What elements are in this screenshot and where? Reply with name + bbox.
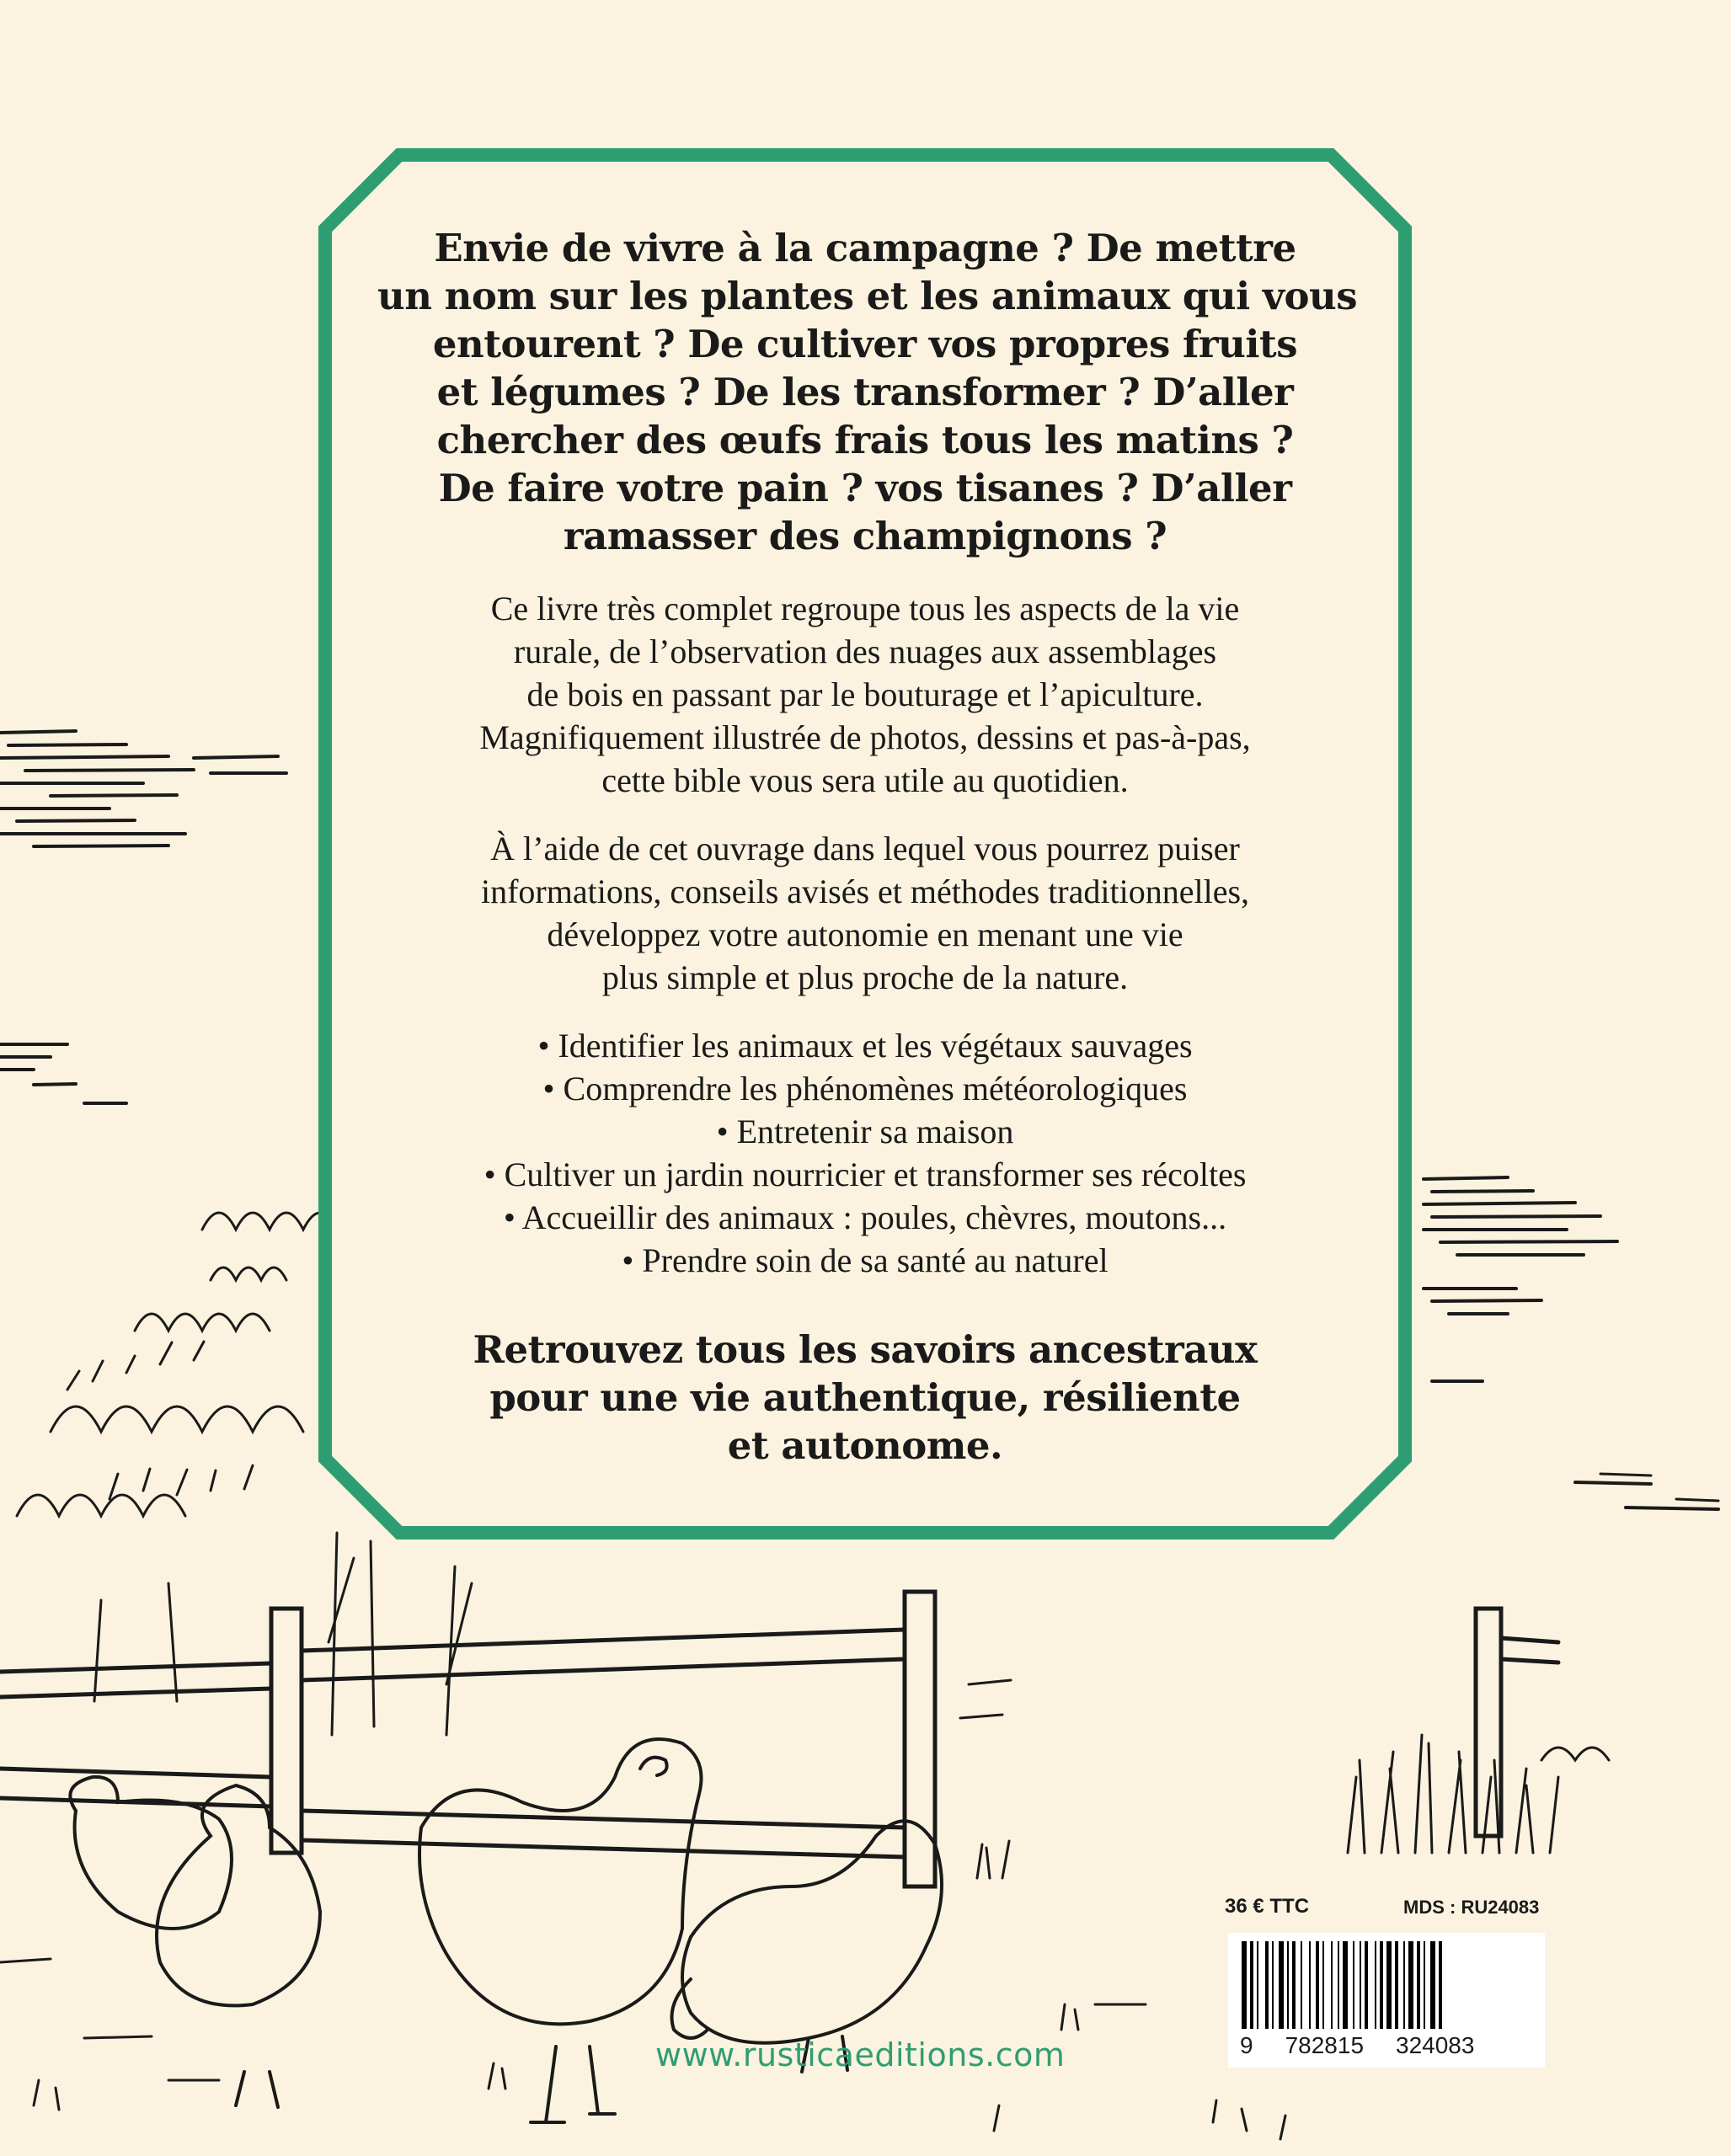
intro-heading	[377, 224, 1358, 560]
barcode-bar	[1386, 1941, 1392, 2029]
panel-content	[377, 224, 1358, 1470]
barcode-bar	[1272, 1941, 1274, 2029]
barcode-bar	[1301, 1941, 1302, 2029]
para-line: plus simple et plus proche de la nature.	[601, 958, 1129, 996]
para-line: À l’aide de cet ouvrage dans lequel vous pourrez puiser	[490, 830, 1240, 867]
outro-line: pour une vie authentique, résiliente	[489, 1375, 1241, 1420]
barcode-bar	[1338, 1941, 1339, 2029]
para-line: développez votre autonomie en menant une vie	[547, 915, 1183, 953]
description-paragraph-1	[377, 587, 1353, 802]
intro-line: entourent ? De cultiver vos propres fruits	[432, 322, 1298, 366]
text-panel	[318, 148, 1412, 1540]
price-label: 36 € TTC	[1225, 1895, 1310, 1918]
barcode-bar	[1430, 1941, 1435, 2029]
para-line: informations, conseils avisés et méthodes traditionnelles,	[480, 873, 1250, 910]
barcode-bar	[1322, 1941, 1324, 2029]
barcode-bar	[1395, 1941, 1398, 2029]
barcode-digit-group: 324083	[1396, 2032, 1475, 2058]
intro-line: ramasser des champignons ?	[563, 514, 1167, 558]
barcode-digit-group: 782815	[1285, 2032, 1365, 2058]
barcode-bar	[1309, 1941, 1311, 2029]
intro-line: chercher des œufs frais tous les matins ?	[436, 418, 1294, 462]
list-item: • Comprendre les phénomènes météorologiques	[542, 1070, 1188, 1107]
barcode-bar	[1417, 1941, 1420, 2029]
list-item: • Entretenir sa maison	[716, 1113, 1014, 1150]
barcode-bar	[1353, 1941, 1354, 2029]
fence	[0, 1592, 1558, 1886]
barcode-bar	[1360, 1941, 1361, 2029]
para-line: de bois en passant par le bouturage et l’apiculture.	[526, 675, 1204, 713]
list-item: • Identifier les animaux et les végétaux sauvages	[537, 1027, 1193, 1065]
barcode-digit-group: 9	[1240, 2032, 1253, 2058]
description-paragraph-2	[377, 827, 1353, 999]
closing-statement	[377, 1326, 1353, 1470]
barcode-bar	[1279, 1941, 1284, 2029]
barcode-bar	[1250, 1941, 1253, 2029]
para-line: Ce livre très complet regroupe tous les aspects de la vie	[490, 590, 1240, 627]
barcode-bar	[1316, 1941, 1319, 2029]
cloud-hatching-left	[0, 731, 286, 1103]
isbn-barcode	[1228, 1933, 1545, 2068]
barcode-digits	[1240, 2032, 1535, 2059]
intro-line: et légumes ? De les transformer ? D’aller	[436, 370, 1294, 414]
barcode-bar	[1242, 1941, 1247, 2029]
barcode-bar	[1287, 1941, 1289, 2029]
list-item: • Cultiver un jardin nourricier et transformer ses récoltes	[484, 1155, 1247, 1193]
mds-code: MDS : RU24083	[1403, 1897, 1540, 1918]
barcode-bar	[1424, 1941, 1425, 2029]
barcode-bar	[1439, 1941, 1442, 2029]
list-item: • Accueillir des animaux : poules, chèvres, moutons...	[503, 1198, 1227, 1236]
barcode-bar	[1403, 1941, 1405, 2029]
barcode-bar	[1331, 1941, 1333, 2029]
barcode-bar	[1257, 1941, 1258, 2029]
barcode-bars	[1240, 1941, 1535, 2032]
barcode-bar	[1375, 1941, 1376, 2029]
barcode-bar	[1343, 1941, 1348, 2029]
intro-line: De faire votre pain ? vos tisanes ? D’aller	[438, 466, 1292, 510]
para-line: rurale, de l’observation des nuages aux assemblages	[513, 632, 1217, 670]
cloud-hatching-right	[1424, 1177, 1718, 1509]
para-line: cette bible vous sera utile au quotidien.	[601, 761, 1129, 799]
outro-line: et autonome.	[727, 1423, 1003, 1468]
outro-line: Retrouvez tous les savoirs ancestraux	[473, 1327, 1258, 1372]
barcode-bar	[1408, 1941, 1413, 2029]
barcode-bar	[1365, 1941, 1368, 2029]
list-item: • Prendre soin de sa santé au naturel	[622, 1241, 1109, 1279]
barcode-bar	[1265, 1941, 1269, 2029]
topic-list	[377, 1024, 1353, 1282]
publisher-website-link[interactable]: www.rusticaeditions.com	[655, 2036, 1066, 2073]
intro-line: un nom sur les plantes et les animaux qui vous	[377, 274, 1358, 318]
intro-line: Envie de vivre à la campagne ? De mettre	[434, 226, 1296, 270]
barcode-bar	[1292, 1941, 1296, 2029]
para-line: Magnifiquement illustrée de photos, dessins et pas-à-pas,	[479, 718, 1251, 756]
barcode-bar	[1380, 1941, 1383, 2029]
